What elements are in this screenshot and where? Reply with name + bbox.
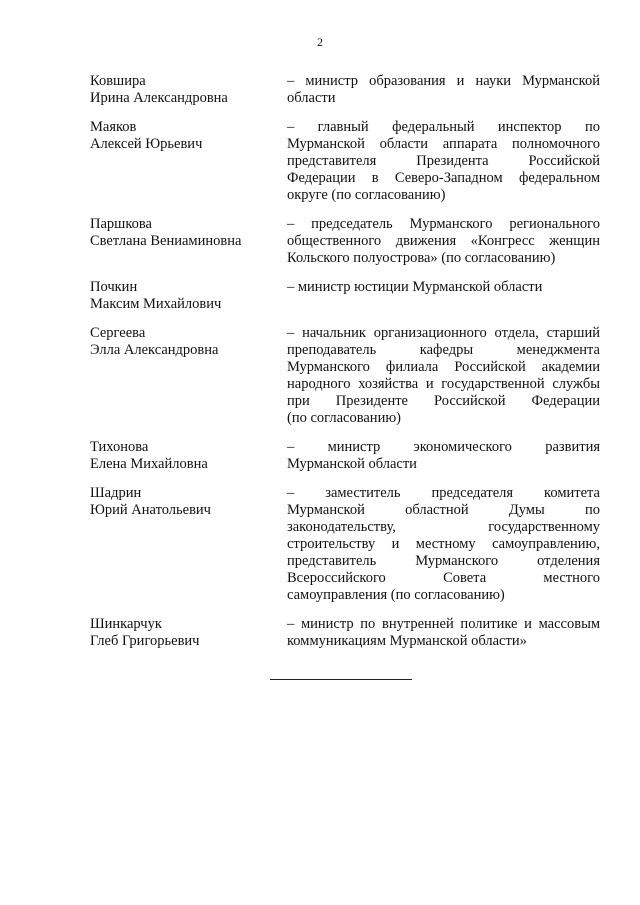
role-line: – заместитель председателя комитета [287, 485, 600, 501]
member-name [90, 485, 270, 604]
member-entry [90, 485, 600, 604]
member-name [90, 616, 270, 650]
member-name [90, 216, 270, 267]
member-entry [90, 216, 600, 267]
member-surname: Ковшира [90, 73, 146, 89]
member-given-names: Ирина Александровна [90, 90, 228, 106]
role-line: Всероссийского Совета местного [287, 570, 600, 586]
role-line: преподаватель кафедры менеджмента [287, 342, 600, 358]
member-role [287, 279, 600, 313]
members-list [90, 73, 600, 662]
member-surname: Шинкарчук [90, 616, 162, 632]
role-line: строительству и местному самоуправлению, [287, 536, 600, 552]
role-line: представителя Президента Российской [287, 153, 600, 169]
member-given-names: Глеб Григорьевич [90, 633, 200, 649]
role-line: самоуправления (по согласованию) [287, 587, 505, 603]
member-role [287, 216, 600, 267]
member-given-names: Алексей Юрьевич [90, 136, 203, 152]
member-entry [90, 439, 600, 473]
member-role [287, 73, 600, 107]
member-role [287, 325, 600, 427]
role-line: Мурманского филиала Российской академии [287, 359, 600, 375]
role-line: области [287, 90, 336, 106]
role-line: Мурманской областной Думы по [287, 502, 600, 518]
member-given-names: Елена Михайловна [90, 456, 208, 472]
member-surname: Паршкова [90, 216, 152, 232]
member-surname: Тихонова [90, 439, 149, 455]
member-entry [90, 616, 600, 650]
member-name [90, 73, 270, 107]
role-line: народного хозяйства и государственной службы [287, 376, 600, 392]
member-role [287, 439, 600, 473]
role-line: Федерации в Северо-Западном федеральном [287, 170, 600, 186]
role-line: – председатель Мурманского регионального [287, 216, 600, 232]
member-given-names: Максим Михайлович [90, 296, 222, 312]
member-entry [90, 325, 600, 427]
member-entry [90, 73, 600, 107]
member-surname: Маяков [90, 119, 137, 135]
member-surname: Почкин [90, 279, 138, 295]
member-given-names: Светлана Вениаминовна [90, 233, 242, 249]
member-role [287, 616, 600, 650]
member-surname: Шадрин [90, 485, 142, 501]
separator-line [270, 679, 412, 680]
member-name [90, 119, 270, 204]
member-name [90, 279, 270, 313]
member-name [90, 439, 270, 473]
role-line: – главный федеральный инспектор по [287, 119, 600, 135]
role-line: Кольского полуострова» (по согласованию) [287, 250, 556, 266]
member-name [90, 325, 270, 427]
member-entry [90, 119, 600, 204]
role-line: при Президенте Российской Федерации [287, 393, 600, 409]
member-given-names: Элла Александровна [90, 342, 219, 358]
role-line: – министр юстиции Мурманской области [287, 279, 543, 295]
role-line: – министр образования и науки Мурманской [287, 73, 600, 89]
member-surname: Сергеева [90, 325, 146, 341]
member-role [287, 119, 600, 204]
role-line: – министр экономического развития [287, 439, 600, 455]
role-line: законодательству, государственному [287, 519, 600, 535]
page-number: 2 [317, 35, 323, 49]
member-given-names: Юрий Анатольевич [90, 502, 211, 518]
role-line: общественного движения «Конгресс женщин [287, 233, 600, 249]
role-line: округе (по согласованию) [287, 187, 446, 203]
role-line: коммуникациям Мурманской области» [287, 633, 527, 649]
role-line: (по согласованию) [287, 410, 401, 426]
role-line: – министр по внутренней политике и массовым [287, 616, 600, 632]
member-role [287, 485, 600, 604]
role-line: Мурманской области аппарата полномочного [287, 136, 600, 152]
role-line: Мурманской области [287, 456, 417, 472]
role-line: представитель Мурманского отделения [287, 553, 600, 569]
member-entry [90, 279, 600, 313]
role-line: – начальник организационного отдела, старший [287, 325, 600, 341]
